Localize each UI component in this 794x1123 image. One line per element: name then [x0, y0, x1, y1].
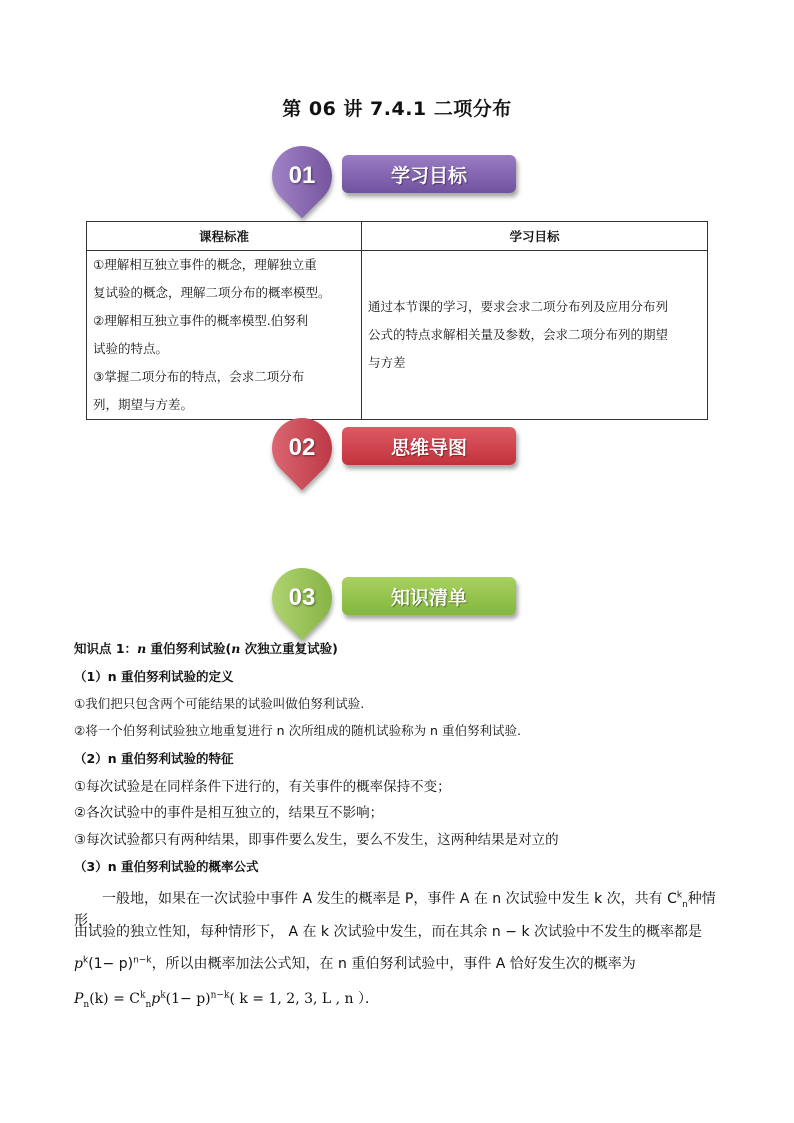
standard-line: ③掌握二项分布的特点，会求二项分布 — [93, 369, 305, 384]
section-badge-knowledge — [272, 568, 532, 638]
sub-text: n — [682, 899, 688, 910]
sup-text: n−k — [210, 990, 230, 1001]
table-header-goals: 学习目标 — [362, 222, 708, 251]
table-header-standard: 课程标准 — [87, 222, 362, 251]
heading-var: n — [137, 641, 147, 656]
goals-line: 通过本节课的学习，要求会求二项分布列及应用分布列 — [368, 299, 669, 314]
standard-line: ①理解相互独立事件的概念，理解独立重 — [93, 257, 317, 272]
table-row — [87, 251, 708, 420]
math-var: p — [74, 956, 83, 972]
paragraph-text: ，所以由概率加法公式知，在 n 重伯努利试验中，事件 A 恰好发生次的概率为 — [151, 956, 636, 972]
badge-label: 学习目标 — [342, 155, 516, 193]
goals-table — [86, 221, 708, 420]
heading-var: n — [231, 641, 241, 656]
heading-text: 知识点 1： — [74, 641, 138, 656]
sub-text: n — [83, 999, 90, 1010]
section-badge-goals — [272, 146, 532, 216]
definition-line: ①我们把只包含两个可能结果的试验叫做伯努利试验. — [74, 696, 365, 711]
standard-line: ②理解相互独立事件的概率模型.伯努利 — [93, 313, 309, 328]
probability-formula — [74, 988, 724, 1010]
definition-line: ②将一个伯努利试验独立地重复进行 n 次所组成的随机试验称为 n 重伯努利试验. — [74, 723, 521, 738]
goals-line: 与方差 — [368, 355, 406, 370]
sup-text: k — [160, 990, 166, 1001]
section-badge-mindmap — [272, 418, 532, 488]
sup-text: k — [139, 990, 146, 1001]
heading-text: 次独立重复试验) — [240, 641, 338, 656]
feature-line: ②各次试验中的事件是相互独立的，结果互不影响； — [74, 805, 384, 821]
badge-number: 01 — [288, 162, 316, 189]
standard-cell — [87, 251, 362, 420]
subheading-definition: （1）n 重伯努利试验的定义 — [74, 669, 234, 684]
goals-line: 公式的特点求解相关量及参数，会求二项分布列的期望 — [368, 327, 669, 342]
badge-number: 03 — [288, 584, 316, 611]
table-header-row — [87, 222, 708, 251]
standard-line: 列，期望与方差。 — [93, 397, 194, 412]
formula-paragraph-line — [74, 953, 724, 973]
paragraph-text: 种情形， — [74, 891, 716, 929]
feature-line: ①每次试验是在同样条件下进行的，有关事件的概率保持不变； — [74, 779, 451, 795]
subheading-formula: （3）n 重伯努利试验的概率公式 — [74, 859, 259, 874]
heading-text: 重伯努利试验( — [146, 641, 232, 656]
sup-text: k — [82, 955, 89, 966]
sup-text: n−k — [133, 955, 152, 966]
standard-line: 试验的特点。 — [93, 341, 169, 356]
math-text: (1− p) — [165, 991, 211, 1007]
sub-text: n — [145, 999, 152, 1010]
subheading-features: （2）n 重伯努利试验的特征 — [74, 751, 234, 766]
feature-line: ③每次试验都只有两种结果，即事件要么发生，要么不发生，这两种结果是对立的 — [74, 832, 559, 848]
formula-paragraph-line: 由试验的独立性知，每种情形下， A 在 k 次试验中发生，而在其余 n − k 次试验中不发生的概率都是 — [74, 924, 702, 940]
sup-text: k — [676, 890, 683, 901]
knowledge-heading — [74, 640, 338, 658]
standard-line: 复试验的概念，理解二项分布的概率模型。 — [93, 285, 331, 300]
paragraph-text: 一般地，如果在一次试验中事件 A 发生的概率是 P，事件 A 在 n 次试验中发生 k 次，共有 C — [102, 891, 677, 907]
badge-label: 思维导图 — [342, 427, 516, 465]
goals-cell — [362, 251, 708, 420]
math-text: ( k = 1, 2, 3, L , n ）． — [229, 991, 380, 1007]
math-text: (1− p) — [88, 956, 134, 972]
math-text: (k) = C — [89, 991, 140, 1007]
math-var: p — [151, 991, 161, 1007]
badge-number: 02 — [288, 434, 316, 461]
page-title: 第 06 讲 7.4.1 二项分布 — [282, 98, 512, 120]
badge-label: 知识清单 — [342, 577, 516, 615]
math-var: P — [74, 991, 84, 1007]
